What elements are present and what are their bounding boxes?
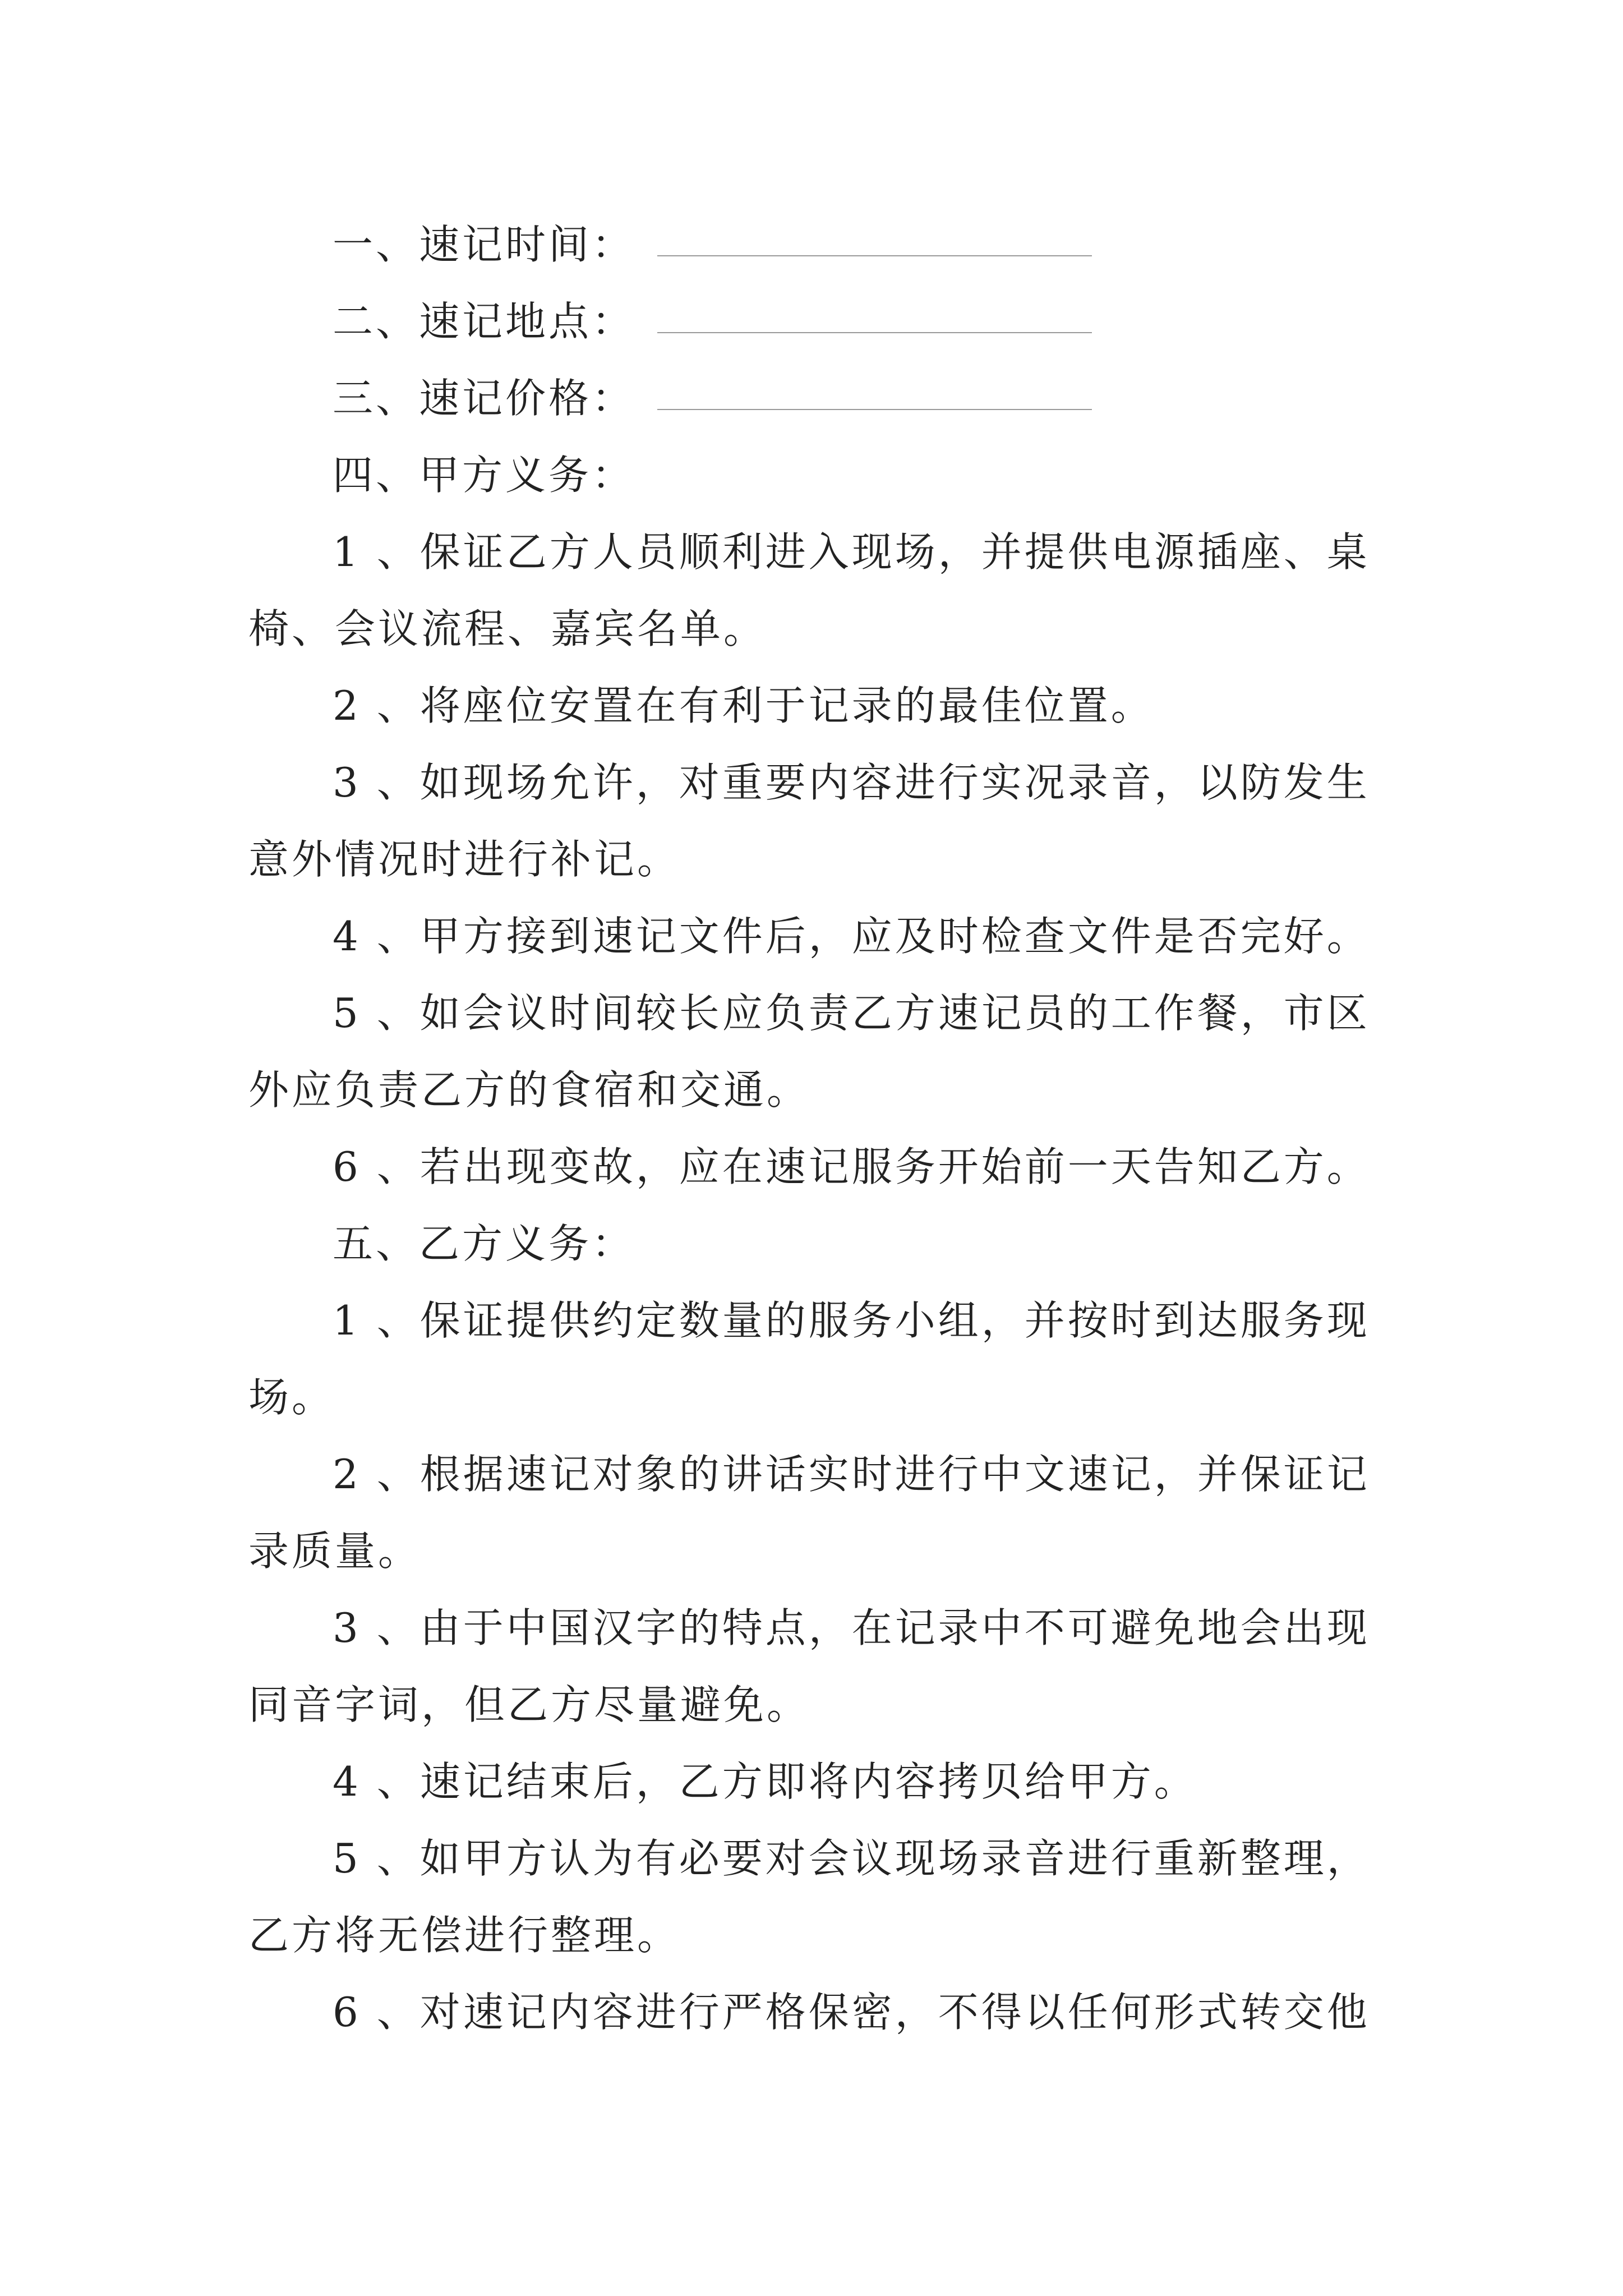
fill-in-blank-line: [657, 332, 1092, 333]
section-heading-party-b: 五、乙方义务：: [333, 1220, 635, 1267]
party-a-item-1: 1 、保证乙方人员顺利进入现场，并提供电源插座、桌: [333, 528, 1370, 576]
party-b-item-5: 5 、如甲方认为有必要对会议现场录音进行重新整理，: [333, 1835, 1370, 1882]
section-heading-party-a: 四、甲方义务：: [333, 452, 635, 499]
party-b-item-5-cont: 乙方将无偿进行整理。: [248, 1912, 681, 1959]
party-b-item-2: 2 、根据速记对象的讲话实时进行中文速记，并保证记: [333, 1451, 1370, 1498]
party-a-item-1-cont: 椅、会议流程、嘉宾名单。: [248, 605, 767, 652]
party-a-item-4: 4 、甲方接到速记文件后，应及时检查文件是否完好。: [333, 913, 1370, 960]
party-a-item-2: 2 、将座位安置在有利于记录的最佳位置。: [333, 682, 1154, 729]
fill-in-blank-line: [657, 409, 1092, 410]
party-a-item-3-cont: 意外情况时进行补记。: [248, 836, 681, 883]
party-b-item-1: 1 、保证提供约定数量的服务小组，并按时到达服务现: [333, 1297, 1370, 1344]
field-price: [248, 360, 1404, 437]
party-a-item-5-cont: 外应负责乙方的食宿和交通。: [248, 1066, 810, 1114]
field-label: 三、速记价格：: [333, 375, 635, 422]
document-body: [248, 206, 1404, 2051]
party-b-item-2-cont: 录质量。: [248, 1527, 422, 1575]
party-a-item-6: 6 、若出现变故，应在速记服务开始前一天告知乙方。: [333, 1143, 1370, 1190]
field-label: 二、速记地点：: [333, 298, 635, 345]
party-a-item-3: 3 、如现场允许，对重要内容进行实况录音，以防发生: [333, 759, 1370, 806]
field-location: [248, 283, 1404, 360]
fill-in-blank-line: [657, 255, 1092, 256]
party-b-item-6: 6 、对速记内容进行严格保密，不得以任何形式转交他: [333, 1989, 1370, 2036]
party-b-item-1-cont: 场。: [248, 1374, 335, 1421]
party-b-item-4: 4 、速记结束后，乙方即将内容拷贝给甲方。: [333, 1758, 1197, 1805]
party-b-item-3: 3 、由于中国汉字的特点，在记录中不可避免地会出现: [333, 1604, 1370, 1651]
field-label: 一、速记时间：: [333, 221, 635, 268]
party-b-item-3-cont: 同音字词，但乙方尽量避免。: [248, 1681, 810, 1728]
party-a-item-5: 5 、如会议时间较长应负责乙方速记员的工作餐，市区: [333, 990, 1370, 1037]
field-time: [248, 206, 1404, 283]
